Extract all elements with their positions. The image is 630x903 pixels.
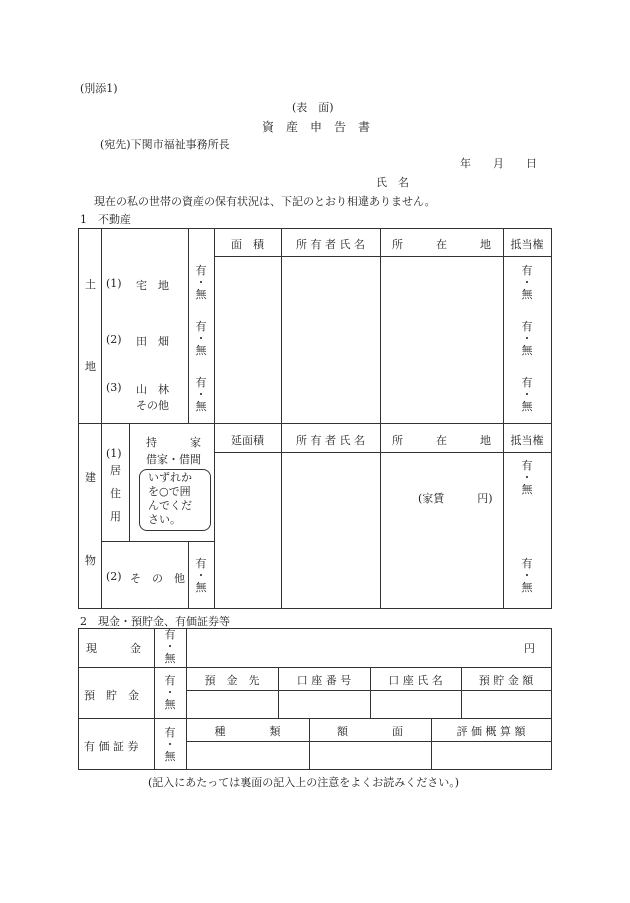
building-other-num: (2) [106,570,122,583]
land-row-num: (3) [106,381,122,394]
land-col-area: 面 積 [231,238,264,251]
instruction-note: いずれか を○で囲 んでくだ さい。 [148,471,192,526]
land-row-num: (1) [106,277,122,290]
section-real-estate: 1 不動産 [80,213,131,226]
page-title: 資 産 申 告 書 [262,120,371,134]
cash-unit: 円 [524,642,535,655]
date-field: 年 月 日 [460,157,537,170]
attachment-label: (別添1) [80,82,118,95]
land-row-name: 田 畑 [136,335,169,348]
land-col-owner: 所 有 者 氏 名 [296,238,365,251]
option-owned-house: 持 家 [146,436,201,449]
cash-flag: 有 ・ 無 [164,628,176,665]
securities-label: 有 価 証 券 [84,740,139,753]
land-row-name: その他 [136,399,169,412]
building-other-flag: 有 ・ 無 [195,557,207,594]
building-col-owner: 所 有 者 氏 名 [296,434,365,447]
land-label-1: 土 [85,278,96,291]
cash-label: 現 金 [86,642,141,655]
land-row-mortgage-flag: 有 ・ 無 [521,320,533,357]
applicant-name-label: 氏 名 [376,176,409,189]
building-col-mortgage: 抵当権 [510,434,544,447]
building-other-mortgage-flag: 有 ・ 無 [521,557,533,594]
land-row-mortgage-flag: 有 ・ 無 [521,376,533,413]
land-col-mortgage: 抵当権 [510,238,544,251]
residence-char: 住 [110,487,121,500]
land-row-name: 山 林 [136,383,169,396]
savings-label: 預 貯 金 [84,689,139,702]
statement-text: 現在の私の世帯の資産の保有状況は、下記のとおり相違ありません。 [94,195,436,208]
land-col-location: 所 在 地 [392,238,491,251]
savings-col-account-name: 口 座 氏 名 [388,674,443,687]
land-row-flag: 有 ・ 無 [195,320,207,357]
side-label: (表 面) [292,101,334,114]
building-label-1: 建 [85,471,96,484]
land-row-name: 宅 地 [136,279,169,292]
securities-col-type: 種 類 [214,725,281,738]
building-col-floor-area: 延面積 [231,434,264,447]
land-row-flag: 有 ・ 無 [195,264,207,301]
savings-col-account-number: 口 座 番 号 [296,674,352,687]
section-financial: 2 現金・預貯金、有価証券等 [80,615,230,628]
building-label-2: 物 [85,554,96,567]
residence-num: (1) [106,447,122,460]
land-row-mortgage-flag: 有 ・ 無 [521,264,533,301]
footer-note: (記入にあたっては裏面の記入上の注意をよくお読みください。) [148,776,460,789]
securities-col-estimate: 評 価 概 算 額 [456,725,526,738]
securities-col-face-value: 額 面 [337,725,403,738]
land-row-flag: 有 ・ 無 [195,376,207,413]
securities-flag: 有 ・ 無 [164,726,176,763]
option-rented: 借家・借間 [146,453,201,466]
residence-mortgage-flag: 有 ・ 無 [521,459,533,496]
residence-char: 居 [110,464,121,477]
residence-char: 用 [110,510,121,523]
land-row-num: (2) [106,333,122,346]
building-col-location: 所 在 地 [392,434,491,447]
savings-col-amount: 預 貯 金 額 [478,674,534,687]
savings-col-bank: 預 金 先 [204,674,260,687]
land-label-2: 地 [85,360,96,373]
rent-field: (家賃 円) [418,492,493,505]
building-other-name: そ の 他 [130,572,185,585]
addressee: (宛先)下関市福祉事務所長 [100,138,230,151]
savings-flag: 有 ・ 無 [164,674,176,711]
